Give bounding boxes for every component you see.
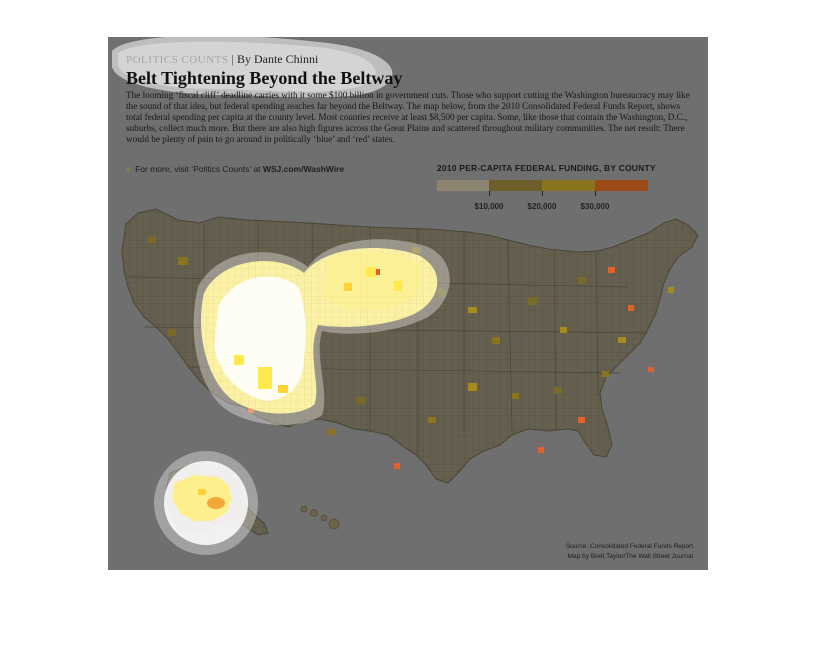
legend-color-scale — [437, 180, 648, 191]
legend-label-30k: $30,000 — [580, 202, 610, 211]
more-link-text: For more, visit ‘Politics Counts’ at — [135, 164, 261, 174]
legend-ticks — [437, 191, 648, 199]
double-chevron-icon: » — [126, 164, 131, 174]
header-meta — [126, 52, 318, 67]
legend-swatch-3 — [542, 180, 595, 191]
source-credit — [566, 542, 693, 562]
intro-paragraph: The looming ‘fiscal cliff’ deadline carries with it some $100 billion in government cuts. Those who support cutting the Washington bureaucracy may like the sound of that idea, but federal spending reaches far beyond the Beltway. The map below, from the 2010 Consolidated Federal Funds Report, shows total federal spending per capita at the county level. Most counties receive at least $8,500 per capita. Some, like those that contain the Washington, D.C., suburbs, collect much more. But there are also high figures across the Great Plains and scattered throughout military communities. The net result: There would be plenty of pain to go around in politically ‘blue’ and ‘red’ states. — [126, 90, 690, 144]
more-link-url[interactable]: WSJ.com/WashWire — [262, 164, 345, 174]
legend-label-20k: $20,000 — [527, 202, 557, 211]
legend-tick-2 — [542, 191, 543, 196]
map-figure — [108, 37, 708, 570]
legend-tick-3 — [595, 191, 596, 196]
map-credit-line: Map by Brett Taylor/The Wall Street Journal — [567, 553, 693, 560]
section-label: POLITICS COUNTS — [126, 54, 229, 66]
hawaii-islands — [301, 506, 339, 529]
legend-label-10k: $10,000 — [474, 202, 504, 211]
legend-swatch-4 — [595, 180, 648, 191]
header-divider: | — [231, 52, 234, 66]
legend-swatch-2 — [489, 180, 542, 191]
legend-title: 2010 PER-CAPITA FEDERAL FUNDING, BY COUNTY — [437, 163, 656, 173]
source-line: Source: Consolidated Federal Funds Report — [565, 543, 693, 550]
legend-tick-1 — [489, 191, 490, 196]
headline: Belt Tightening Beyond the Beltway — [126, 68, 403, 88]
more-link[interactable] — [126, 164, 344, 174]
funding-legend — [437, 163, 657, 211]
byline: By Dante Chinni — [236, 52, 319, 66]
legend-swatch-1 — [437, 180, 489, 191]
